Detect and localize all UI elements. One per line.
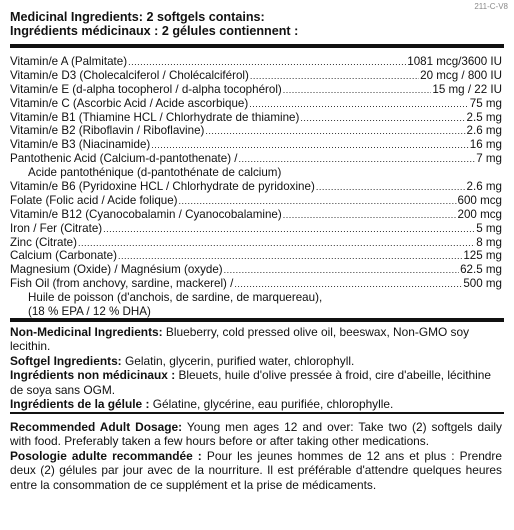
ingredient-row — [10, 277, 502, 291]
softgel-label-fr: Ingrédients de la gélule : — [10, 397, 150, 412]
ingredient-row — [10, 180, 502, 194]
ingredient-amount: 7 mg — [476, 152, 502, 166]
non-medicinal-english — [10, 325, 502, 354]
non-medicinal-text-fr: Bleuets, huile d'olive pressée à froid, cire d'abeille, lécithine de soya sans OGM. — [10, 368, 492, 397]
softgel-text-en: Gelatin, glycerin, purified water, chlorophyll. — [124, 353, 355, 368]
ingredient-name: Vitamin/e C (Ascorbic Acid / Acide ascorbique) — [10, 96, 249, 110]
ingredient-amount: 200 mcg — [457, 207, 502, 221]
ingredient-amount: 15 mg / 22 IU — [432, 82, 502, 96]
dot-leader — [118, 250, 462, 264]
product-code: 211-C-V8 — [474, 2, 508, 11]
ingredient-name: Vitamin/e B3 (Niacinamide) — [10, 138, 151, 152]
ingredient-row — [10, 69, 502, 83]
softgel-english — [10, 354, 502, 368]
ingredient-name: Vitamin/e B1 (Thiamine HCL / Chlorhydrate de thiamine) — [10, 110, 300, 124]
dot-leader — [250, 70, 419, 84]
ingredient-name: Vitamin/e E (d-alpha tocopherol / d-alpha tocophérol) — [10, 82, 282, 96]
ingredient-amount: 1081 mcg/3600 IU — [407, 55, 502, 68]
ingredient-row — [10, 249, 502, 263]
ingredient-amount: 600 mcg — [457, 193, 502, 207]
ingredient-name: Vitamin/e D3 (Cholecalciferol / Cholécalciférol) — [10, 68, 249, 82]
ingredient-name: Magnesium (Oxide) / Magnésium (oxyde) — [10, 263, 223, 277]
non-medicinal-label-fr: Ingrédients non médicinaux : — [10, 368, 176, 383]
dot-leader — [103, 223, 475, 237]
dosage-label-fr: Posologie adulte recommandée : — [10, 448, 202, 463]
ingredient-row — [10, 222, 502, 236]
softgel-text-fr: Gélatine, glycérine, eau purifiée, chlorophylle. — [152, 397, 394, 412]
ingredient-row — [10, 208, 502, 222]
dosage-divider — [10, 412, 504, 414]
dot-leader — [205, 125, 465, 139]
ingredient-name: Vitamin/e B12 (Cyanocobalamin / Cyanocobalamine) — [10, 207, 282, 221]
dosage-english — [10, 420, 502, 449]
ingredient-amount: 20 mcg / 800 IU — [420, 68, 502, 82]
ingredient-name: Calcium (Carbonate) — [10, 249, 117, 263]
ingredient-name: Vitamin/e B2 (Riboflavin / Riboflavine) — [10, 124, 205, 138]
non-medicinal-section — [10, 325, 502, 411]
dosage-section — [10, 420, 502, 492]
dot-leader — [224, 264, 459, 278]
ingredient-name-continued: Huile de poisson (d'anchois, de sardine, de marquereau), — [28, 291, 323, 305]
ingredient-name-continued: Acide pantothénique (d-pantothénate de calcium) — [28, 166, 282, 180]
ingredient-row — [10, 83, 502, 97]
ingredient-row — [10, 138, 502, 152]
ingredient-amount: 125 mg — [463, 249, 502, 263]
ingredient-amount: 500 mg — [463, 277, 502, 291]
softgel-label-en: Softgel Ingredients: — [10, 353, 122, 368]
ingredient-name: Pantothenic Acid (Calcium-d-pantothenate) / — [10, 152, 238, 166]
non-medicinal-text-en: Blueberry, cold pressed olive oil, beeswax, Non-GMO soy lecithin. — [10, 325, 470, 354]
ingredient-name: Zinc (Citrate) — [10, 235, 77, 249]
softgel-french — [10, 397, 502, 411]
ingredient-row — [10, 55, 502, 69]
ingredient-amount: 16 mg — [469, 138, 502, 152]
ingredient-amount: 2.5 mg — [466, 110, 502, 124]
dot-leader — [234, 278, 462, 292]
dot-leader — [249, 98, 469, 112]
ingredient-row — [10, 97, 502, 111]
ingredient-name: Vitamin/e A (Palmitate) — [10, 55, 128, 68]
ingredient-amount: 5 mg — [476, 221, 502, 235]
non-medicinal-label-en: Non-Medicinal Ingredients: — [10, 325, 163, 339]
non-medicinal-french — [10, 368, 502, 397]
ingredient-name: Vitamin/e B6 (Pyridoxine HCL / Chlorhydrate de pyridoxine) — [10, 180, 315, 194]
dot-leader — [283, 209, 457, 223]
dot-leader — [300, 112, 465, 126]
dosage-french — [10, 449, 502, 492]
dot-leader — [128, 56, 406, 70]
dot-leader — [151, 139, 469, 153]
header-english: Medicinal Ingredients: 2 softgels contains: — [10, 10, 265, 24]
ingredient-amount: 75 mg — [469, 96, 502, 110]
ingredient-amount: 2.6 mg — [466, 180, 502, 194]
dot-leader — [239, 153, 476, 167]
ingredient-row — [10, 124, 502, 138]
dot-leader — [78, 237, 475, 251]
dot-leader — [179, 195, 457, 209]
dot-leader — [316, 181, 466, 195]
ingredient-name: Fish Oil (from anchovy, sardine, mackerel) / — [10, 277, 234, 291]
header-french: Ingrédients médicinaux : 2 gélules contiennent : — [10, 24, 299, 38]
dosage-label-en: Recommended Adult Dosage: — [10, 420, 183, 434]
ingredient-row — [10, 263, 502, 277]
ingredient-name: Folate (Folic acid / Acide folique) — [10, 193, 178, 207]
medicinal-ingredients-header — [10, 10, 502, 38]
ingredient-amount: 8 mg — [476, 235, 502, 249]
ingredient-name: Iron / Fer (Citrate) — [10, 221, 103, 235]
ingredient-row — [10, 111, 502, 125]
ingredient-row — [10, 194, 502, 208]
dosage-text-fr: Pour les jeunes hommes de 12 ans et plus : Prendre deux (2) gélules par jour avec de la nourriture. Il est préférable d'attendre quelques heures entre la consommation de ce supplément et la prise de médicaments. — [10, 448, 502, 492]
ingredient-list — [10, 55, 502, 319]
ingredients-divider — [10, 318, 504, 322]
header-divider — [10, 44, 504, 48]
ingredient-amount: 2.6 mg — [466, 124, 502, 138]
ingredient-row — [10, 236, 502, 250]
ingredient-amount: 62.5 mg — [460, 263, 502, 277]
ingredient-name-continued: (18 % EPA / 12 % DHA) — [28, 305, 151, 319]
dosage-text-en: Young men ages 12 and over: Take two (2) softgels daily with food. Preferably taken a few hours before or after taking other medications. — [10, 420, 502, 449]
dot-leader — [283, 84, 432, 98]
ingredient-row — [10, 152, 502, 166]
